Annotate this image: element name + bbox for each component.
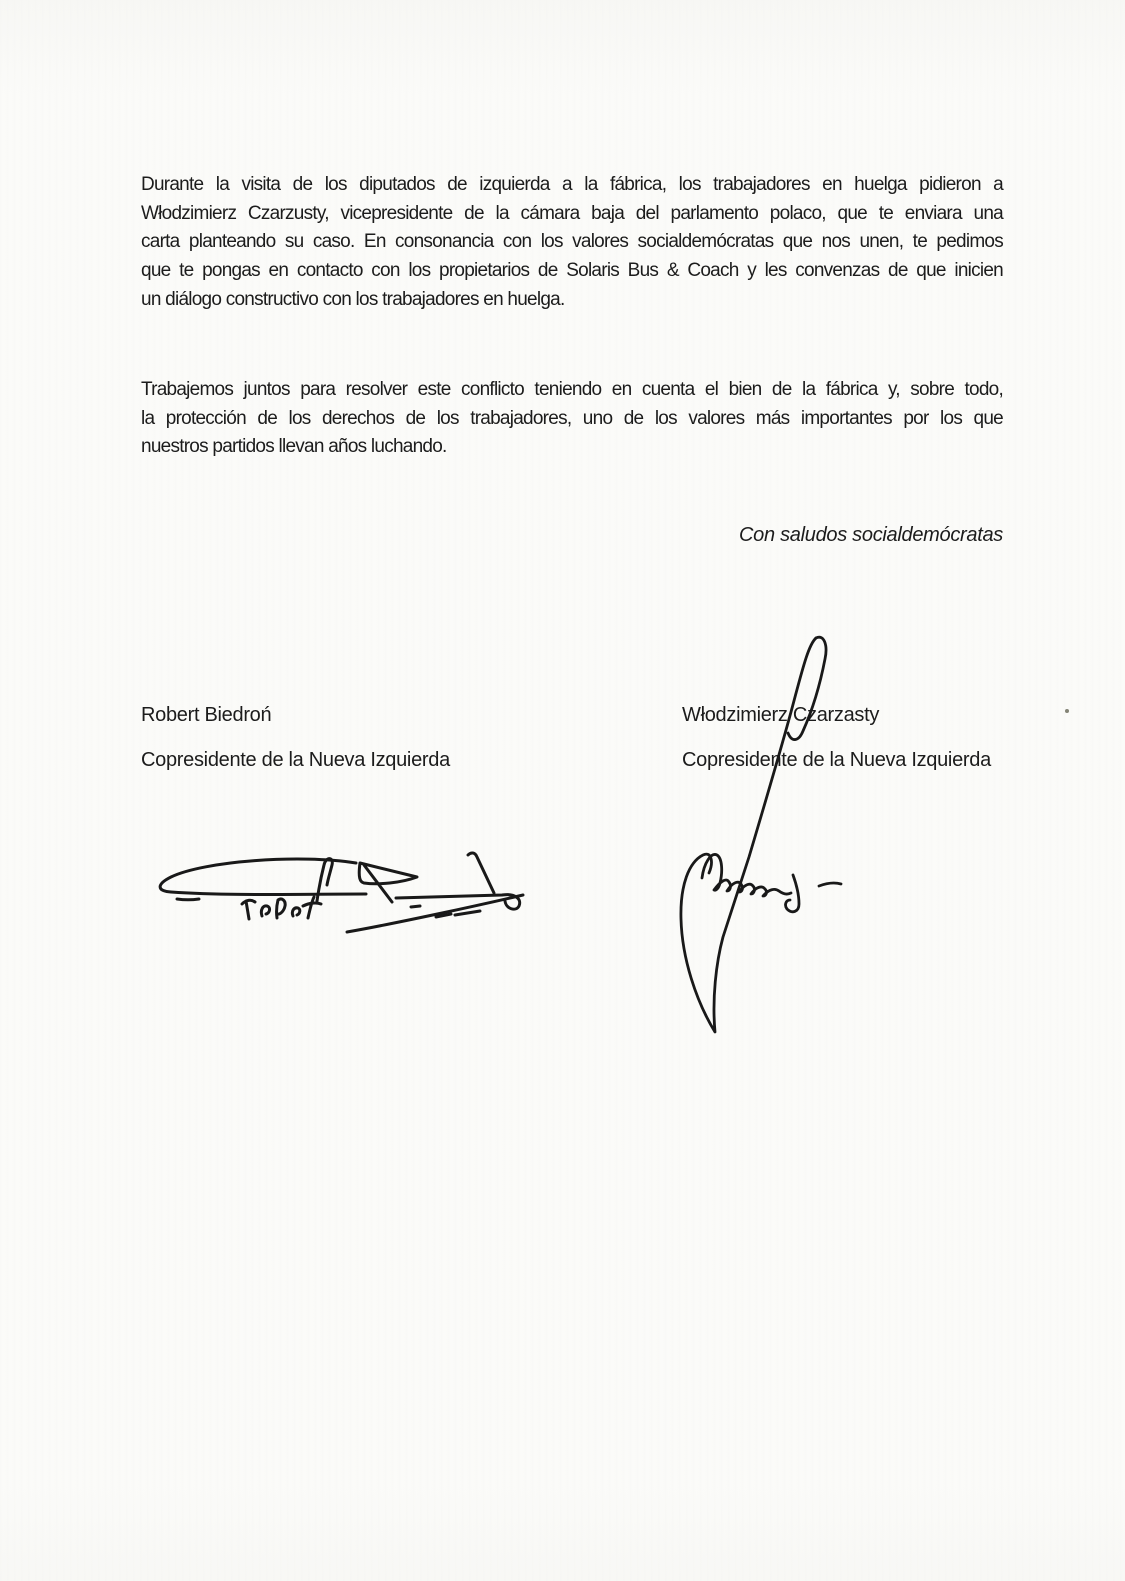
signatory-title-right: Copresidente de la Nueva Izquierda [682, 749, 991, 771]
text-line: Durante la visita de los diputados de izquierda a la fábrica, los trabajadores en huelga pidieron a [141, 174, 1003, 195]
body-paragraph-1 [141, 171, 1003, 315]
scan-speck [1065, 709, 1069, 713]
text-line: nuestros partidos llevan años luchando. [141, 436, 447, 458]
signatory-name-left: Robert Biedroń [141, 704, 272, 726]
text-line: Trabajemos juntos para resolver este conflicto teniendo en cuenta el bien de la fábrica y, sobre todo, [141, 379, 1003, 400]
wlodzimierz-czarzasty-signature-icon [666, 625, 866, 1045]
text-line: un diálogo constructivo con los trabajadores en huelga. [141, 288, 565, 310]
text-line: que te pongas en contacto con los propietarios de Solaris Bus & Coach y les convenzas de que inicien [141, 260, 1003, 282]
closing-salutation: Con saludos socialdemócratas [739, 524, 1003, 546]
text-line: la protección de los derechos de los trabajadores, uno de los valores más importantes por los que [141, 407, 1003, 429]
signatory-name-right: Włodzimierz Czarzasty [682, 704, 880, 726]
body-paragraph-2 [141, 376, 1003, 462]
text-line: Włodzimierz Czarzusty, vicepresidente de la cámara baja del parlamento polaco, que te enviara una [141, 202, 1003, 224]
signatory-title-left: Copresidente de la Nueva Izquierda [141, 749, 450, 771]
text-line: carta planteando su caso. En consonancia con los valores socialdemócratas que nos unen, te pedimos [141, 231, 1003, 253]
robert-biedron-signature-icon [150, 831, 560, 941]
